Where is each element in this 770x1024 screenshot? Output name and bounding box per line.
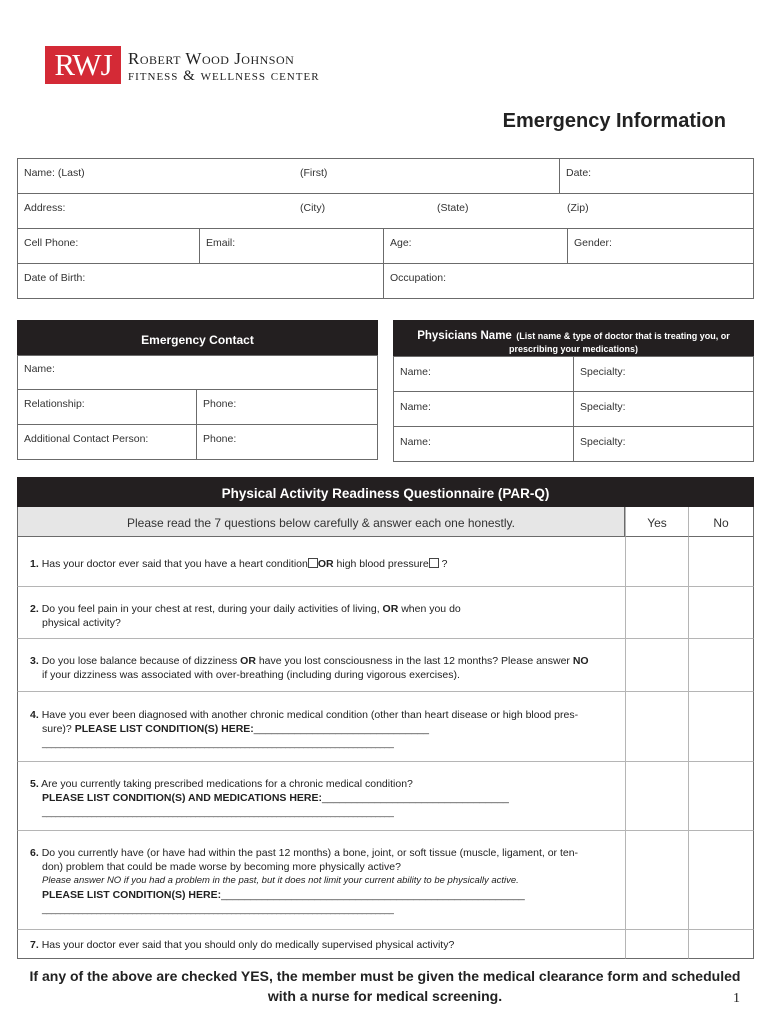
q4-text-b: sure)? [42,723,72,735]
q7-yes-cell[interactable] [625,930,688,959]
q6-text-a: Do you currently have (or have had within the past 12 months) a bone, joint, or soft tissue (muscle, ligament, or ten- [41,847,579,859]
physicians-header [393,320,754,357]
q3-text-a: Do you lose balance because of dizziness [41,655,238,667]
age-label: Age: [390,237,412,249]
q4-text-a: Have you ever been diagnosed with another chronic medical condition (other than heart disease or high blood pres- [41,709,579,721]
yes-column-header: Yes [625,507,688,537]
physician-name-field[interactable] [393,426,574,462]
relationship-field[interactable] [17,389,197,425]
physician-specialty-field[interactable] [573,426,754,462]
physician-name-label: Name: [400,401,431,413]
physician-specialty-field[interactable] [573,391,754,427]
q1-text-b: high blood pressure [336,558,429,570]
q1-text-a: Has your doctor ever said that you have a heart condition [41,558,308,570]
q4-number: 4. [30,709,39,721]
q1-yes-cell[interactable] [625,537,688,587]
q7-number: 7. [30,939,39,951]
blood-pressure-checkbox[interactable] [429,558,439,568]
email-field[interactable] [199,228,384,264]
q2-or: OR [382,603,399,615]
physician-specialty-label: Specialty: [580,366,626,378]
q7-no-cell[interactable] [688,930,754,959]
q6-list-label: PLEASE LIST CONDITION(S) HERE: [42,889,222,901]
q1-or: OR [317,558,334,570]
q2-number: 2. [30,603,39,615]
q5-number: 5. [30,778,39,790]
zip-label: (Zip) [567,202,589,214]
physician-name-field[interactable] [393,356,574,392]
q1-no-cell[interactable] [688,537,754,587]
footer-line-1: If any of the above are checked YES, the member must be given the medical clearance form and scheduled [29,968,741,984]
q3-text-c: if your dizziness was associated with over-breathing (including during vigorous exercises). [42,669,460,681]
dob-label: Date of Birth: [24,272,86,284]
state-label: (State) [437,202,469,214]
emergency-name-label: Name: [24,363,55,375]
page-number: 1 [733,991,740,1006]
q5-no-cell[interactable] [688,762,754,831]
q2-text-a: Do you feel pain in your chest at rest, during your daily activities of living, [41,603,380,615]
first-name-label: (First) [300,167,328,179]
q1-number: 1. [30,558,39,570]
q6-blank-2[interactable]: ______________________________________________________________________________ [42,904,394,914]
q6-text-b: don) problem that could be made worse by becoming more physically active? [42,861,401,873]
q6-note: Please answer NO if you had a problem in the past, but it does not limit your current ability to be physically active. [42,875,519,886]
question-3 [17,639,625,692]
cell-phone-field[interactable] [17,228,200,264]
q3-no: NO [572,655,589,667]
additional-phone-label: Phone: [203,433,237,445]
physician-name-label: Name: [400,436,431,448]
question-6 [17,831,625,930]
q4-yes-cell[interactable] [625,692,688,762]
date-field[interactable] [559,158,754,194]
q3-yes-cell[interactable] [625,639,688,692]
footer-notice [0,966,770,1006]
name-field[interactable] [17,158,560,194]
q5-blank-2[interactable]: ______________________________________________________________________________ [42,807,394,817]
q5-text-a: Are you currently taking prescribed medications for a chronic medical condition? [41,778,413,790]
q5-blank-1[interactable]: ________________________________ [322,792,509,804]
logo-line-1: Robert Wood Johnson [128,49,295,68]
occupation-label: Occupation: [390,272,447,284]
parq-instruction: Please read the 7 questions below carefully & answer each one honestly. [17,507,625,537]
emergency-name-field[interactable] [17,355,378,390]
physician-specialty-field[interactable] [573,356,754,392]
logo-line-2: fitness & wellness center [128,68,320,84]
name-last-label: Name: (Last) [24,167,85,179]
physicians-header-note-1: (List name & type of doctor that is treating you, or [516,331,730,341]
heart-condition-checkbox[interactable] [308,558,318,568]
logo-mark: RWJ [45,46,121,84]
emergency-phone-field[interactable] [196,389,378,425]
physician-specialty-label: Specialty: [580,401,626,413]
cell-phone-label: Cell Phone: [24,237,79,249]
no-column-header: No [688,507,754,537]
q2-no-cell[interactable] [688,587,754,639]
address-field[interactable] [17,193,754,229]
q4-no-cell[interactable] [688,692,754,762]
footer-line-2: with a nurse for medical screening. [267,988,503,1004]
physicians-header-note-2: prescribing your medications) [508,344,639,354]
emergency-phone-label: Phone: [203,398,237,410]
q2-yes-cell[interactable] [625,587,688,639]
physician-name-field[interactable] [393,391,574,427]
gender-field[interactable] [567,228,754,264]
q6-blank-1[interactable]: ____________________________________________________ [221,889,525,901]
q4-blank-1[interactable]: ______________________________ [253,723,429,735]
physician-specialty-label: Specialty: [580,436,626,448]
emergency-contact-header: Emergency Contact [17,320,378,356]
question-5 [17,762,625,831]
city-label: (City) [300,202,326,214]
q3-or: OR [240,655,256,667]
address-label: Address: [24,202,66,214]
question-7 [17,930,625,959]
q6-no-cell[interactable] [688,831,754,930]
q4-list-label: PLEASE LIST CONDITION(S) HERE: [74,723,254,735]
date-label: Date: [566,167,592,179]
q3-text-b: have you lost consciousness in the last 12 months? Please answer [258,655,570,667]
gender-label: Gender: [574,237,612,249]
q3-no-cell[interactable] [688,639,754,692]
q2-text-b: when you do [401,603,461,615]
question-4 [17,692,625,762]
additional-contact-field[interactable] [17,424,197,460]
question-2 [17,587,625,639]
additional-phone-field[interactable] [196,424,378,460]
q2-text-c: physical activity? [42,617,121,629]
dob-field[interactable] [17,263,384,299]
q1-text-c: ? [441,558,448,570]
q3-number: 3. [30,655,39,667]
q7-text-a: Has your doctor ever said that you should only do medically supervised physical activity? [41,939,455,951]
occupation-field[interactable] [383,263,754,299]
additional-contact-label: Additional Contact Person: [24,433,149,445]
question-1 [17,537,625,587]
q6-yes-cell[interactable] [625,831,688,930]
parq-header: Physical Activity Readiness Questionnaire (PAR-Q) [17,477,754,507]
email-label: Email: [206,237,236,249]
q5-yes-cell[interactable] [625,762,688,831]
physician-name-label: Name: [400,366,431,378]
physicians-header-title: Physicians Name [417,330,512,342]
q5-list-label: PLEASE LIST CONDITION(S) AND MEDICATIONS HERE: [42,792,323,804]
q6-number: 6. [30,847,39,859]
age-field[interactable] [383,228,568,264]
page-title: Emergency Information [502,110,726,132]
relationship-label: Relationship: [24,398,85,410]
q4-blank-2[interactable]: ______________________________________________________________________________ [42,738,394,748]
